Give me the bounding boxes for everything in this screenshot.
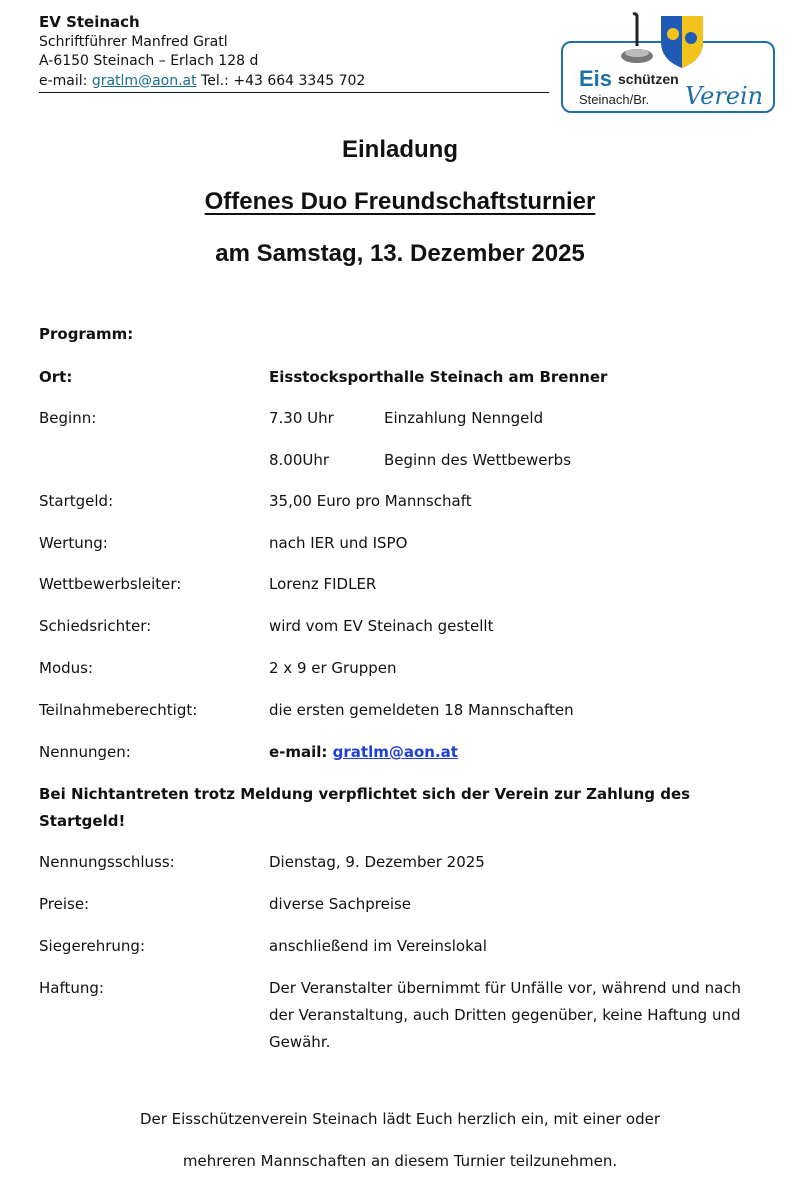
header-email-link[interactable]: gratlm@aon.at — [91, 72, 197, 89]
title-invitation: Einladung — [342, 136, 458, 163]
row-label: Wertung: — [39, 534, 108, 552]
row-value: Dienstag, 9. Dezember 2025 — [269, 853, 485, 871]
row-label: Wettbewerbsleiter: — [39, 575, 182, 593]
curling-stone-icon — [621, 14, 653, 63]
row-label: Startgeld: — [39, 492, 114, 510]
row-value: Lorenz FIDLER — [269, 575, 377, 593]
address: A-6150 Steinach – Erlach 128 d — [39, 53, 259, 69]
club-logo — [561, 12, 775, 114]
row-time: 7.30 Uhr — [269, 409, 334, 427]
logo-text-eis: Eis — [579, 66, 613, 91]
contact-line — [39, 72, 549, 94]
row-label: Schiedsrichter: — [39, 617, 152, 635]
org-name: EV Steinach — [39, 13, 140, 31]
nennungen-email-link[interactable]: gratlm@aon.at — [332, 743, 458, 761]
row-value: Eisstocksporthalle Steinach am Brenner — [269, 368, 608, 386]
footer-line-1: Der Eisschützenverein Steinach lädt Euch herzlich ein, mit einer oder — [139, 1110, 661, 1128]
logo-text-place: Steinach/Br. — [579, 92, 650, 107]
haftung-text: Der Veranstalter übernimmt für Unfälle vor, während und nach der Veranstaltung, auch Dritten gegenüber, keine Haftung und Gewähr. — [269, 979, 742, 1051]
row-label: Siegerehrung: — [39, 937, 145, 955]
secretary: Schriftführer Manfred Gratl — [39, 33, 228, 50]
row-label: Ort: — [39, 368, 73, 386]
row-value: 35,00 Euro pro Mannschaft — [269, 492, 472, 510]
title-date: am Samstag, 13. Dezember 2025 — [215, 240, 585, 267]
row-value: 2 x 9 er Gruppen — [269, 659, 397, 677]
row-value: nach IER und ISPO — [269, 534, 408, 552]
row-value: Beginn des Wettbewerbs — [384, 451, 572, 469]
row-label: Nennungsschluss: — [39, 853, 175, 871]
row-label: Teilnahmeberechtigt: — [39, 701, 198, 719]
warning-note: Bei Nichtantreten trotz Meldung verpflichtet sich der Verein zur Zahlung des Startgeld! — [39, 785, 691, 830]
footer-line-2: mehreren Mannschaften an diesem Turnier teilzunehmen. — [182, 1152, 618, 1170]
row-value: Einzahlung Nenngeld — [384, 409, 544, 427]
row-label: Nennungen: — [39, 743, 131, 761]
row-value: wird vom EV Steinach gestellt — [269, 617, 494, 635]
row-email-label: e-mail: — [269, 743, 333, 761]
logo-text-verein: Verein — [685, 82, 764, 110]
logo-text-schuetzen: schützen — [618, 71, 679, 87]
email-label: e-mail: — [39, 72, 92, 89]
row-value: diverse Sachpreise — [269, 895, 412, 913]
programm-heading: Programm: — [39, 325, 134, 343]
row-value: anschließend im Vereinslokal — [269, 937, 487, 955]
phone: Tel.: +43 664 3345 702 — [196, 72, 366, 89]
row-label: Haftung: — [39, 979, 104, 997]
letterhead — [39, 13, 549, 93]
title-event: Offenes Duo Freundschaftsturnier — [204, 188, 596, 215]
row-label: Beginn: — [39, 409, 97, 427]
row-label: Preise: — [39, 895, 90, 913]
row-time: 8.00Uhr — [269, 451, 330, 469]
row-value: die ersten gemeldeten 18 Mannschaften — [269, 701, 574, 719]
row-label: Modus: — [39, 659, 94, 677]
